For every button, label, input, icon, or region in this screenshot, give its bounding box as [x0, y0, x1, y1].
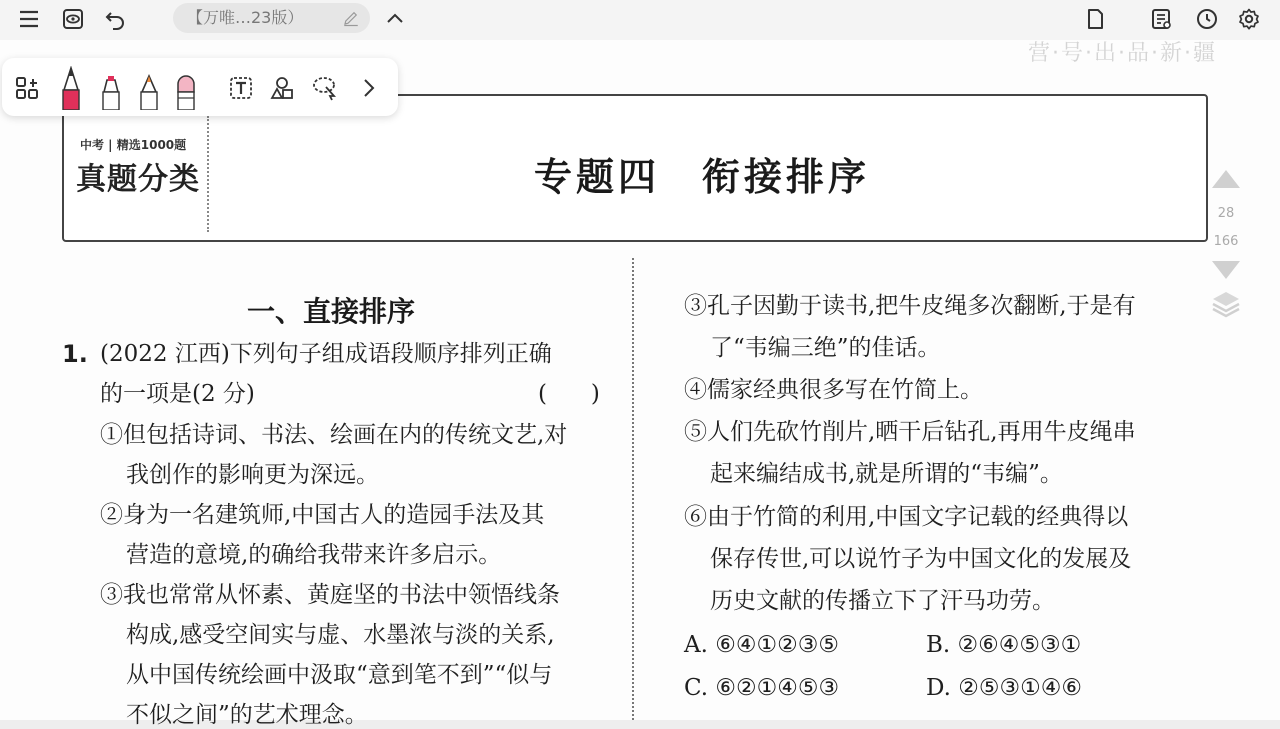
question-stem-line-1: (2022 江西)下列句子组成语段顺序排列正确	[100, 341, 552, 367]
option-c: C. ⑥②①④⑤③	[684, 675, 840, 701]
rename-pencil-icon[interactable]	[342, 9, 360, 27]
chapter-header	[62, 94, 1208, 242]
outline-icon[interactable]	[1146, 4, 1176, 34]
total-page-number: 166	[1213, 234, 1239, 249]
highlighter-tool-icon[interactable]	[94, 64, 128, 110]
read-mode-icon[interactable]	[58, 4, 88, 34]
eraser-tool-icon[interactable]	[169, 64, 203, 110]
sentence-line: 历史文献的传播立下了汗马功劳。	[710, 588, 1055, 614]
sentence-line: ④儒家经典很多写在竹简上。	[684, 377, 983, 403]
menu-icon[interactable]	[14, 4, 44, 34]
chevron-right-icon[interactable]	[352, 72, 386, 102]
sentence-line: ⑤人们先砍竹削片,晒干后钻孔,再用牛皮绳串	[684, 419, 1136, 445]
text-box-icon[interactable]	[224, 72, 258, 102]
sentence-line: ③孔子因勤于读书,把牛皮绳多次翻断,于是有	[684, 293, 1136, 319]
document-page	[0, 40, 1280, 728]
layers-icon[interactable]	[1210, 288, 1242, 320]
chevron-up-icon[interactable]	[380, 4, 410, 34]
page-navigator	[1208, 170, 1248, 320]
sentence-line: ⑥由于竹简的利用,中国文字记载的经典得以	[684, 504, 1129, 530]
topic-title: 专题四 衔接排序	[534, 155, 871, 199]
option-b: B. ②⑥④⑤③①	[926, 632, 1082, 658]
shapes-icon[interactable]	[265, 72, 299, 102]
column-divider	[632, 258, 634, 720]
lasso-select-icon[interactable]	[308, 72, 342, 102]
toolbar-switch-icon[interactable]	[10, 72, 44, 102]
annotation-toolbar	[2, 58, 398, 116]
current-page-number: 28	[1217, 206, 1235, 221]
watermark: 营·号·出·品·新·疆	[1028, 41, 1217, 66]
prev-page-icon[interactable]	[1212, 170, 1240, 188]
brand-title: 真题分类	[76, 162, 200, 197]
option-a: A. ⑥④①②③⑤	[684, 632, 839, 658]
undo-icon[interactable]	[100, 4, 130, 34]
option-d: D. ②⑤③①④⑥	[926, 675, 1082, 701]
sentence-line: 构成,感受空间实与虚、水墨浓与淡的关系,	[126, 622, 555, 648]
sentence-line: 起来编结成书,就是所谓的“韦编”。	[710, 461, 1063, 487]
top-bar	[0, 0, 1280, 40]
settings-gear-icon[interactable]	[1234, 4, 1264, 34]
sentence-line: 我创作的影响更为深远。	[126, 462, 379, 488]
section-title: 一、直接排序	[247, 295, 416, 328]
marker-tool-icon[interactable]	[132, 64, 166, 110]
sentence-line: ②身为一名建筑师,中国古人的造园手法及其	[100, 502, 545, 528]
pen-tool-icon[interactable]	[54, 64, 88, 110]
sentence-line: 保存传世,可以说竹子为中国文化的发展及	[710, 546, 1132, 572]
page-view-icon[interactable]	[1080, 4, 1110, 34]
document-title: 【万唯…23版）	[187, 8, 304, 27]
header-divider	[207, 116, 209, 232]
brand-subtitle: 中考 | 精选1000题	[80, 138, 187, 152]
sentence-line: 不似之间”的艺术理念。	[126, 702, 368, 728]
question-number: 1.	[62, 340, 88, 368]
question-stem-line-2: 的一项是(2 分)	[100, 381, 255, 407]
sentence-line: 营造的意境,的确给我带来许多启示。	[126, 542, 502, 568]
sentence-line: 从中国传统绘画中汲取“意到笔不到”“似与	[126, 662, 553, 688]
document-tab[interactable]	[173, 3, 370, 33]
sentence-line: ③我也常常从怀素、黄庭坚的书法中领悟线条	[100, 582, 560, 608]
sentence-line: ①但包括诗词、书法、绘画在内的传统文艺,对	[100, 422, 568, 448]
answer-parenthesis: ( )	[538, 381, 600, 407]
history-clock-icon[interactable]	[1192, 4, 1222, 34]
sentence-line: 了“韦编三绝”的佳话。	[710, 335, 941, 361]
next-page-icon[interactable]	[1212, 261, 1240, 279]
